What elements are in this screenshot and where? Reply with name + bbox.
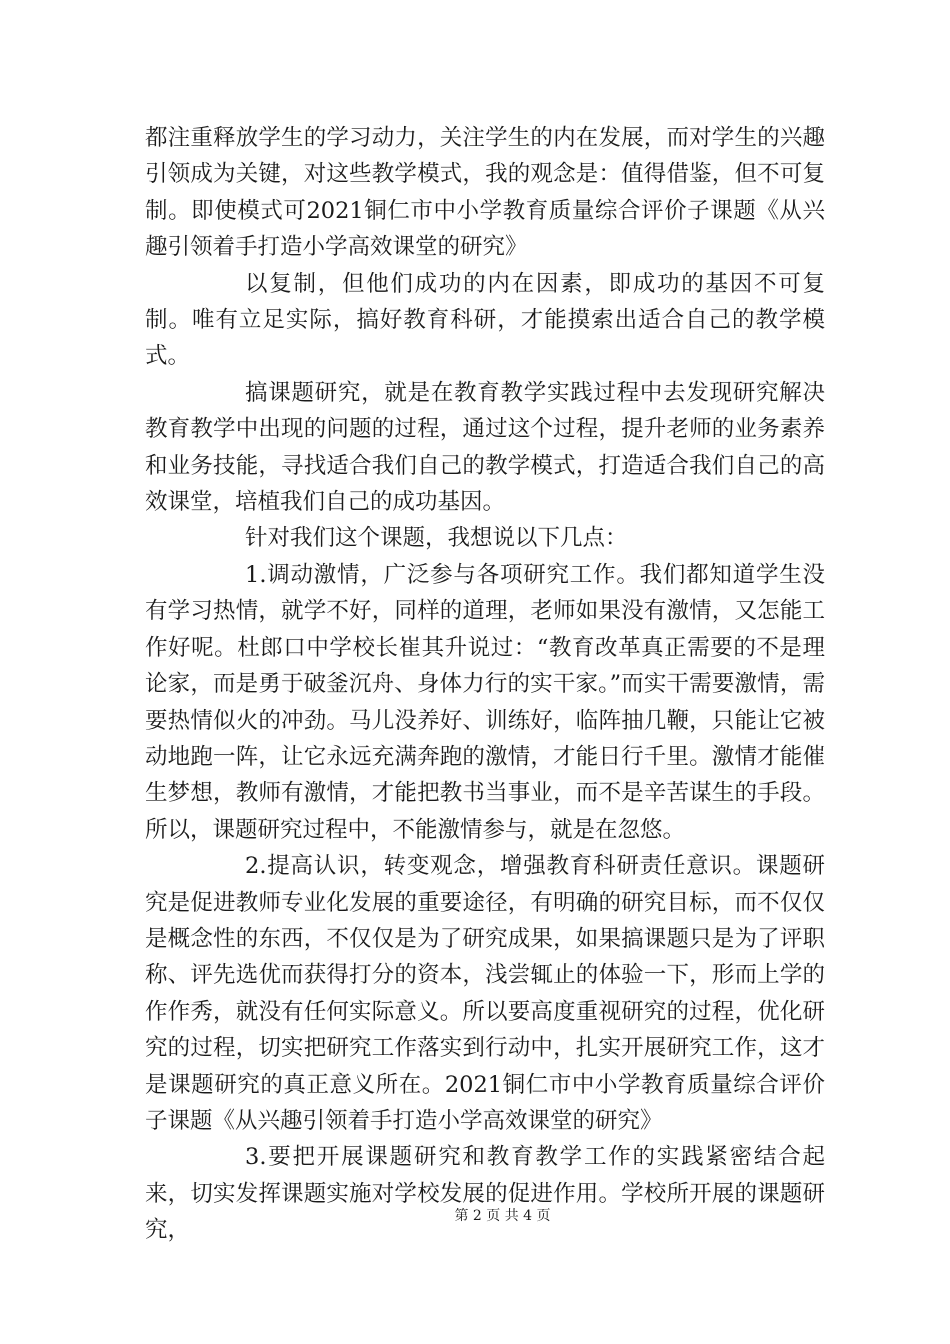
- page-number-footer: 第 2 页 共 4 页: [454, 1208, 551, 1224]
- paragraph-1: 都注重释放学生的学习动力，关注学生的内在发展，而对学生的兴趣引领成为关键，对这些教学模式，我的观念是：值得借鉴，但不可复制。即使模式可2021铜仁市中小学教育质量综合评价子课题《从兴趣引领着手打造小学高效课堂的研究》: [145, 125, 825, 261]
- paragraph-3: 搞课题研究，就是在教育教学实践过程中去发现研究解决教育教学中出现的问题的过程，通过这个过程，提升老师的业务素养和业务技能，寻找适合我们自己的教学模式，打造适合我们自己的高效课堂，培植我们自己的成功基因。: [145, 379, 825, 516]
- document-body: [145, 120, 825, 1249]
- paragraph-6: 2.提高认识，转变观念，增强教育科研责任意识。课题研究是促进教师专业化发展的重要途径，有明确的研究目标，而不仅仅是概念性的东西，不仅仅是为了研究成果，如果搞课题只是为了评职称、评先选优而获得打分的资本，浅尝辄止的体验一下，形而上学的作作秀，就没有任何实际意义。所以要高度重视研究的过程，优化研究的过程，切实把研究工作落实到行动中，扎实开展研究工作，这才是课题研究的真正意义所在。2021铜仁市中小学教育质量综合评价子课题《从兴趣引领着手打造小学高效课堂的研究》: [145, 853, 825, 1134]
- paragraph-4: 针对我们这个课题，我想说以下几点：: [245, 525, 628, 552]
- paragraph-5: 1.调动激情，广泛参与各项研究工作。我们都知道学生没有学习热情，就学不好，同样的道理，老师如果没有激情，又怎能工作好呢。杜郎口中学校长崔其升说过：“教育改革真正需要的不是理论家，而是勇于破釜沉舟、身体力行的实干家。”而实干需要激情，需要热情似火的冲劲。马儿没养好、训练好，临阵抽几鞭，只能让它被动地跑一阵，让它永远充满奔跑的激情，才能日行千里。激情才能催生梦想，教师有激情，才能把教书当事业，而不是辛苦谋生的手段。所以，课题研究过程中，不能激情参与，就是在忽悠。: [145, 561, 825, 843]
- paragraph-7: 3.要把开展课题研究和教育教学工作的实践紧密结合起来，切实发挥课题实施对学校发展的促进作用。学校所开展的课题研究，: [145, 1144, 825, 1244]
- paragraph-2: 以复制，但他们成功的内在因素，即成功的基因不可复制。唯有立足实际，搞好教育科研，才能摸索出适合自己的教学模式。: [145, 270, 825, 370]
